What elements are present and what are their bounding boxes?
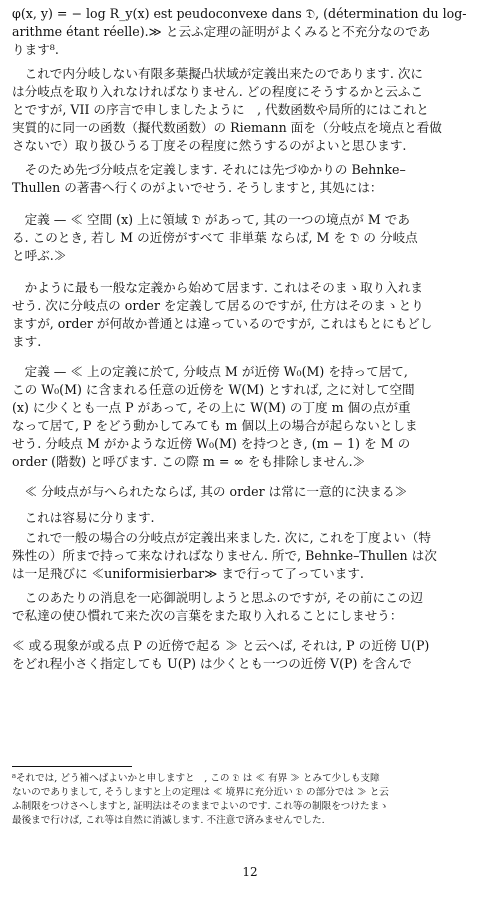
text-line: arithme étant réelle).≫ と云ふ定理の証明がよくみると不充分なのであ bbox=[12, 24, 431, 39]
definition-line: せう. 分岐点 M がかような近傍 W₀(M) を持つとき, (m − 1) を M の bbox=[12, 436, 411, 451]
definition-line: 定義 — ≪ 上の定義に於て, 分岐点 M が近傍 W₀(M) を持って居て, bbox=[12, 364, 408, 379]
page-number: 12 bbox=[242, 865, 258, 879]
definition-line: この W₀(M) に含まれる任意の近傍を W(M) とすれば, 之に対して空間 bbox=[12, 382, 415, 397]
footnote-line: 最後まで行けば, これ等は自然に消滅します. 不注意で済みませんでした. bbox=[12, 815, 325, 826]
text-line: をどれ程小さく指定しても U(P) は少くとも一つの近傍 V(P) を含んで bbox=[12, 656, 412, 671]
text-line: ますが, order が何故か普通とは違っているのですが, これはもとにもどし bbox=[12, 316, 433, 331]
text-line: は一足飛びに ≪uniformisierbar≫ まで行って了っています. bbox=[12, 566, 364, 581]
text-line: せう. 次に分岐点の order を定義して居るのですが, 仕方はそのまゝとり bbox=[12, 298, 424, 313]
text-line: これは容易に分ります. bbox=[12, 510, 155, 525]
text-line: さないで）取り扱ひうる丁度その程度に然うするのがよいと思ひます. bbox=[12, 138, 407, 153]
text-line: Thullen の著書へ行くのがよいでせう. そうしますと, 其処には： bbox=[12, 180, 383, 195]
text-line: で私達の使ひ慣れて来た次の言葉をまた取り入れることにしませう： bbox=[12, 608, 403, 623]
footnote-line: ふ制限をつけさへしますと, 証明法はそのままでよいのです. これ等の制限をつけたまゝ bbox=[12, 801, 389, 812]
text-line: 殊性の）所まで持って来なければなりません. 所で, Behnke–Thullen は次 bbox=[12, 548, 437, 563]
definition-line: と呼ぶ.≫ bbox=[12, 248, 67, 263]
definition-line: (x) に少くとも一点 P があって, その上に W(M) の丁度 m 個の点が重 bbox=[12, 400, 411, 415]
text-line: これで内分岐しない有限多葉擬凸状域が定義出来たのであります. 次に bbox=[12, 66, 424, 81]
definition-line: order (階数) と呼びます. この際 m = ∞ をも排除しません.≫ bbox=[12, 454, 366, 469]
text-line: ります⁸. bbox=[12, 42, 59, 57]
footnote-rule bbox=[12, 766, 132, 767]
footnote-line: ないのでありまして, そうしますと上の定理は ≪ 境界に充分近い 𝔇 の部分では ≫ と云 bbox=[12, 787, 389, 798]
definition-line: 定義 — ≪ 空間 (x) 上に領域 𝔇 があって, 其の一つの境点が M であ bbox=[12, 212, 410, 227]
text-line: とですが, VII の序言で申しましたように , 代数函数や局所的にはこれと bbox=[12, 102, 429, 117]
text-line: ≪ 或る現象が或る点 P の近傍で起る ≫ と云へば, それは, P の近傍 U(P) bbox=[12, 638, 430, 653]
text-line: これで一般の場合の分岐点が定義出来ました. 次に, これを丁度よい（特 bbox=[12, 530, 432, 545]
footnote-line: ⁸それでは, どう補へばよいかと申しますと , この 𝔇 は ≪ 有界 ≫ とみて少しも支障 bbox=[12, 773, 380, 784]
text-line: このあたりの消息を一応御説明しようと思ふのですが, その前にこの辺 bbox=[12, 590, 424, 605]
text-line: ます. bbox=[12, 334, 42, 349]
proposition-line: ≪ 分岐点が与へられたならば, 其の order は常に一意的に決まる≫ bbox=[12, 484, 408, 499]
text-line: かように最も一般な定義から始めて居ます. これはそのまゝ取り入れま bbox=[12, 280, 424, 295]
text-line: φ(x, y) = − log R_y(x) est peudoconvexe dans 𝔇, (détermination du log- bbox=[12, 6, 467, 21]
text-line: は分岐点を取り入れなければなりません. どの程度にそうするかと云ふこ bbox=[12, 84, 424, 99]
definition-line: る. このとき, 若し M の近傍がすべて 非単葉 ならば, M を 𝔇 の 分岐点 bbox=[12, 230, 418, 245]
text-line: 実質的に同一の函数（擬代数函数）の Riemann 面を（分岐点を境点と看做 bbox=[12, 120, 442, 135]
text-line: そのため先づ分岐点を定義します. それには先づゆかりの Behnke– bbox=[12, 162, 406, 177]
definition-line: なって居て, P をどう動かしてみても m 個以上の場合が起らないとしま bbox=[12, 418, 418, 433]
